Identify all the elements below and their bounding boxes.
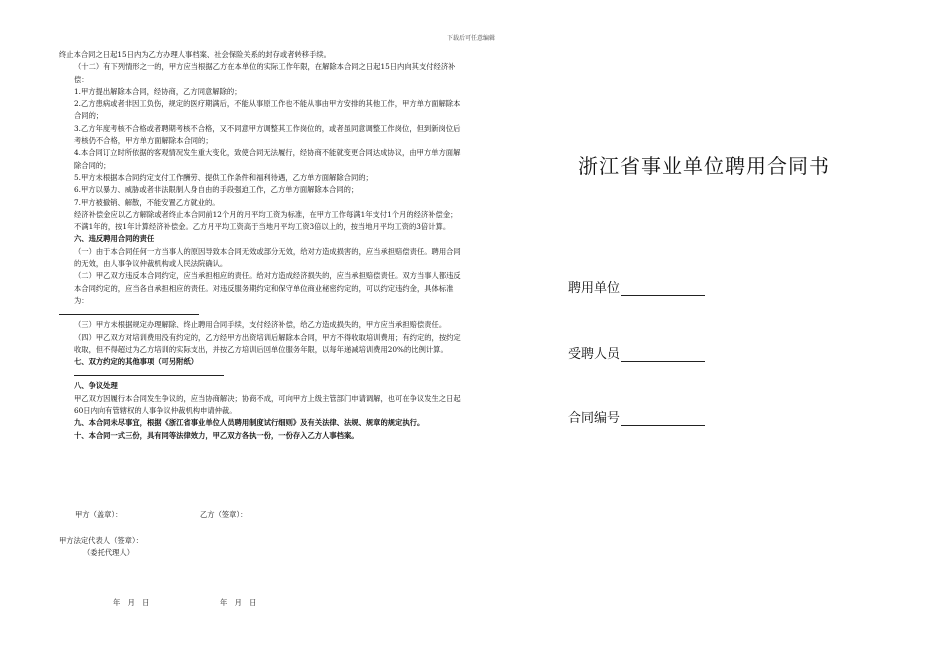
- contract-body-left: [59, 49, 463, 442]
- header-note: 下载后可任意编辑: [447, 35, 496, 42]
- clause-paragraph: 6.甲方以暴力、威胁或者非法限制人身自由的手段强迫工作，乙方单方面解除本合同的；: [74, 185, 359, 195]
- clause-paragraph: 7.甲方被撤销、解散，不能安置乙方就业的。: [74, 197, 220, 207]
- clause-paragraph: 八、争议处理: [74, 381, 118, 391]
- clause-paragraph: 九、本合同未尽事宜，根据《浙江省事业单位人员聘用制度试行细则》及有关法律、法规、规章的规定执行。: [74, 418, 425, 428]
- clause-paragraph: 十、本合同一式三份，具有同等法律效力，甲乙双方各执一份，一份存入乙方人事档案。: [74, 430, 359, 440]
- clause-paragraph: （四）甲乙双方对培训费用没有约定的，乙方经甲方出资培训后解除本合同，甲方不得收取培训费用；有约定的，按约定收取，但不得超过为乙方培训的实际支出，并按乙方培训后回单位服务年限，以每年递减培训费用20%的比例计算。: [74, 332, 461, 354]
- other-matters-blank-line: [74, 375, 224, 376]
- employer-field: [568, 277, 705, 296]
- clause-paragraph: 六、违反聘用合同的责任: [74, 234, 155, 244]
- party-b-date: 年 月 日: [220, 598, 257, 607]
- clause-paragraph: 七、双方约定的其他事项（可另附纸）: [74, 357, 199, 367]
- contract-number-field: [568, 407, 705, 426]
- clause-paragraph: 经济补偿金应以乙方解除或者终止本合同前12个月的月平均工资为标准，在甲方工作每满1年支付1个月的经济补偿金；不满1年的，按1年计算经济补偿金。乙方月平均工资高于当地月平均工资3倍以上的，按当地月平均工资的3倍计算。: [74, 209, 458, 232]
- employee-label: 受聘人员: [568, 347, 621, 362]
- clause-paragraph: 5.甲方未根据本合同约定支付工作酬劳、提供工作条件和福利待遇，乙方单方面解除合同的；: [74, 172, 373, 182]
- clause-paragraph: （一）由于本合同任何一方当事人的原因导致本合同无效或部分无效，给对方造成损害的，应当承担赔偿责任。聘用合同的无效，由人事争议仲裁机构或人民法院确认。: [74, 246, 461, 269]
- employer-blank-line: [621, 281, 705, 296]
- employer-label: 聘用单位: [568, 281, 621, 296]
- clause-paragraph: 4.本合同订立时所依据的客观情况发生重大变化，致使合同无法履行，经协商不能就变更合同达成协议，由甲方单方面解除合同的；: [74, 148, 461, 170]
- contract-number-label: 合同编号: [568, 411, 621, 426]
- party-a-date: 年 月 日: [113, 598, 150, 607]
- clause-paragraph: （三）甲方未根据规定办理解除、终止聘用合同手续，支付经济补偿，给乙方造成损失的，甲方应当承担赔偿责任。: [74, 320, 447, 330]
- contract-cover-right: [560, 0, 950, 672]
- clause-paragraph: （二）甲乙双方违反本合同约定，应当承担相应的责任。给对方造成经济损失的，应当承担赔偿责任。双方当事人都违反本合同约定的，应当各自承担相应的责任。对违反服务期约定和保守单位商业秘密约定的，可以约定违约金，具体标准为：: [74, 271, 461, 305]
- clause-paragraph: 1.甲方提出解除本合同，经协商，乙方同意解除的；: [74, 86, 242, 96]
- clause-paragraph: 甲乙双方因履行本合同发生争议的，应当协商解决；协商不成，可向甲方上级主管部门申请调解，也可在争议发生之日起60日内向有管辖权的人事争议仲裁机构申请仲裁。: [74, 393, 461, 416]
- legal-representative-label: 甲方法定代表人（签章）：: [59, 536, 143, 545]
- employee-field: [568, 343, 705, 362]
- clause-block-1: [59, 49, 463, 307]
- clause-paragraph: 终止本合同之日起15日内为乙方办理人事档案、社会保险关系的封存或者转移手续。: [59, 50, 331, 59]
- clause-block-2: [59, 319, 463, 368]
- clause-paragraph: 2.乙方患病或者非因工负伤，规定的医疗期满后，不能从事原工作也不能从事由甲方安排的其他工作，甲方单方面解除本合同的；: [74, 99, 461, 121]
- party-a-seal-label: 甲方（盖章）：: [75, 510, 123, 519]
- contract-title: 浙江省事业单位聘用合同书: [578, 154, 830, 178]
- penalty-standard-blank-line: [59, 314, 199, 315]
- contract-number-blank-line: [621, 411, 705, 426]
- employee-blank-line: [621, 347, 705, 362]
- clause-paragraph: （十二）有下列情形之一的，甲方应当根据乙方在本单位的实际工作年限，在解除本合同之日起15日内向其支付经济补偿：: [74, 62, 456, 84]
- party-b-signature-label: 乙方（签章）：: [200, 510, 248, 519]
- authorized-agent-label: （委托代理人）: [83, 548, 135, 557]
- clause-paragraph: 3.乙方年度考核不合格或者聘期考核不合格，又不同意甲方调整其工作岗位的，或者虽同意调整工作岗位，但到新岗位后考核仍不合格，甲方单方面解除本合同的；: [74, 123, 461, 146]
- clause-block-3: [59, 380, 463, 441]
